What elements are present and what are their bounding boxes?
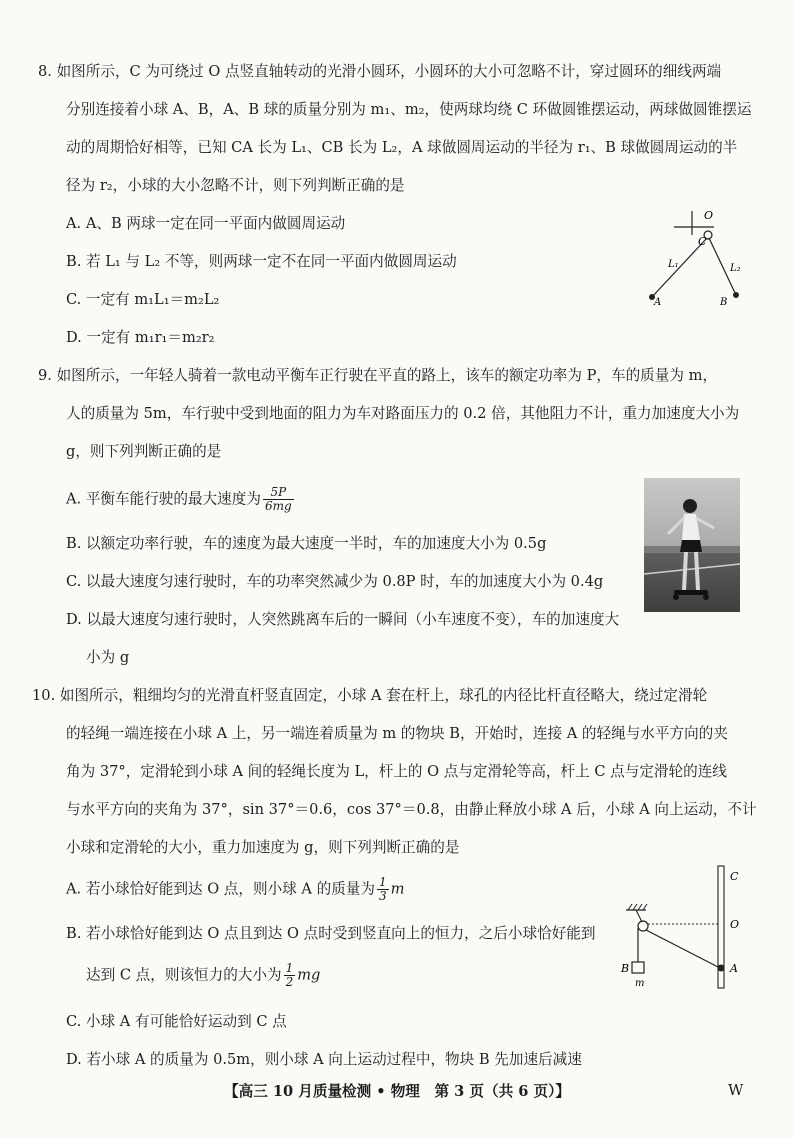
q8-line-4: 径为 r₂，小球的大小忽略不计，则下列判断正确的是 xyxy=(66,177,405,194)
q10-line-2: 的轻绳一端连接在小球 A 上，另一端连着质量为 m 的物块 B，开始时，连接 A 的轻绳与水平方向的夹 xyxy=(66,725,728,742)
block-b xyxy=(632,962,644,973)
q10-option-a xyxy=(66,876,404,903)
q10-line-4: 与水平方向的夹角为 37°，sin 37°＝0.6，cos 37°＝0.8，由静止释放小球 A 后，小球 A 向上运动，不计 xyxy=(66,801,757,818)
label-l1-left: L₁ xyxy=(668,259,679,270)
q8-line-3: 动的周期恰好相等，已知 CA 长为 L₁、CB 长为 L₂，A 球做圆周运动的半径为 r₁、B 球做圆周运动的半 xyxy=(66,139,738,156)
hatch xyxy=(638,904,642,910)
q8-line-2: 分别连接着小球 A、B，A、B 球的质量分别为 m₁、m₂，使两球均绕 C 环做圆锥摆运动，两球做圆锥摆运 xyxy=(66,101,752,118)
photo-person-balance-scooter xyxy=(644,478,740,612)
hatch xyxy=(643,904,647,910)
q10-option-b-cont xyxy=(86,962,320,989)
page-footer: 【高三 10 月质量检测 • 物理 第 3 页（共 6 页）】 xyxy=(224,1083,570,1100)
q9-line-2: 人的质量为 5m，车行驶中受到地面的阻力为车对路面压力的 0.2 倍，其他阻力不计，重力加速度大小为 xyxy=(66,405,740,422)
q9-option-a-text: A. 平衡车能行驶的最大速度为 xyxy=(66,490,261,508)
q9-line-1: 9. 如图所示，一年轻人骑着一款电动平衡车正行驶在平直的路上，该车的额定功率为 P，车的质量为 m， xyxy=(38,367,718,384)
q9-line-3: g，则下列判断正确的是 xyxy=(66,443,222,460)
fraction-denominator: 3 xyxy=(378,889,387,903)
label-c: C xyxy=(698,235,707,248)
q9-option-b: B. 以额定功率行驶，车的速度为最大速度一半时，车的加速度大小为 0.5g xyxy=(66,535,547,552)
label-a: A xyxy=(654,297,662,308)
q10-option-a-text: A. 若小球恰好能到达 O 点，则小球 A 的质量为 xyxy=(66,880,375,898)
ball-a xyxy=(718,965,725,972)
label-b: B xyxy=(621,962,630,975)
q9-option-c: C. 以最大速度匀速行驶时，车的功率突然减少为 0.8P 时，车的加速度大小为 0.4g xyxy=(66,573,604,590)
label-m: m xyxy=(635,978,645,989)
q8-option-a: A. A、B 两球一定在同一平面内做圆周运动 xyxy=(66,215,346,232)
q10-option-b-text: 达到 C 点，则该恒力的大小为 xyxy=(86,966,282,984)
q10-pulley-rod-figure xyxy=(616,862,746,992)
q10-option-b-fraction xyxy=(284,962,296,989)
rope-to-a xyxy=(646,930,720,968)
q9-option-a xyxy=(66,486,296,513)
fraction-denominator: 6mg xyxy=(264,499,292,513)
fraction-numerator: 1 xyxy=(285,961,294,975)
fraction-numerator: 5P xyxy=(263,486,294,500)
watermark-letter: W xyxy=(728,1081,744,1099)
q8-option-b: B. 若 L₁ 与 L₂ 不等，则两球一定不在同一平面内做圆周运动 xyxy=(66,253,457,270)
label-l1-right: L₂ xyxy=(730,263,741,274)
fraction-numerator: 1 xyxy=(378,875,387,889)
q10-option-d: D. 若小球 A 的质量为 0.5m，则小球 A 向上运动过程中，物块 B 先加速后减速 xyxy=(66,1051,582,1068)
q8-conical-pendulum-figure xyxy=(640,205,750,315)
pulley xyxy=(638,921,648,931)
ball-b xyxy=(733,292,739,298)
label-o: O xyxy=(730,918,740,931)
q10-line-1: 10. 如图所示，粗细均匀的光滑直杆竖直固定，小球 A 套在杆上，球孔的内径比杆直径略大，绕过定滑轮 xyxy=(32,687,708,704)
q8-option-c: C. 一定有 m₁L₁＝m₂L₂ xyxy=(66,291,220,308)
q10-option-b-unit: mg xyxy=(297,966,321,984)
q10-line-3: 角为 37°，定滑轮到小球 A 间的轻绳长度为 L，杆上的 O 点与定滑轮等高，杆上 C 点与定滑轮的连线 xyxy=(66,763,727,780)
q10-line-5: 小球和定滑轮的大小，重力加速度为 g，则下列判断正确的是 xyxy=(66,839,460,856)
q10-option-a-unit: m xyxy=(390,880,405,898)
q9-option-d: D. 以最大速度匀速行驶时，人突然跳离车后的一瞬间（小车速度不变），车的加速度大 xyxy=(66,611,620,628)
q9-option-a-fraction xyxy=(263,486,294,513)
q8-line-1: 8. 如图所示，C 为可绕过 O 点竖直轴转动的光滑小圆环，小圆环的大小可忽略不计，穿过圆环的细线两端 xyxy=(38,63,722,80)
label-o: O xyxy=(704,209,714,222)
q10-option-b: B. 若小球恰好能到达 O 点且到达 O 点时受到竖直向上的恒力，之后小球恰好能到 xyxy=(66,925,596,942)
hatch xyxy=(633,904,637,910)
q10-option-c: C. 小球 A 有可能恰好运动到 C 点 xyxy=(66,1013,287,1030)
label-a: A xyxy=(730,962,738,975)
q8-option-d: D. 一定有 m₁r₁＝m₂r₂ xyxy=(66,329,215,346)
label-b: B xyxy=(720,297,728,308)
q10-option-a-fraction xyxy=(377,876,389,903)
label-c: C xyxy=(730,870,739,883)
hatch xyxy=(628,904,632,910)
q9-option-d-cont: 小为 g xyxy=(86,649,130,666)
pulley-support xyxy=(636,910,642,922)
fraction-denominator: 2 xyxy=(285,975,294,989)
